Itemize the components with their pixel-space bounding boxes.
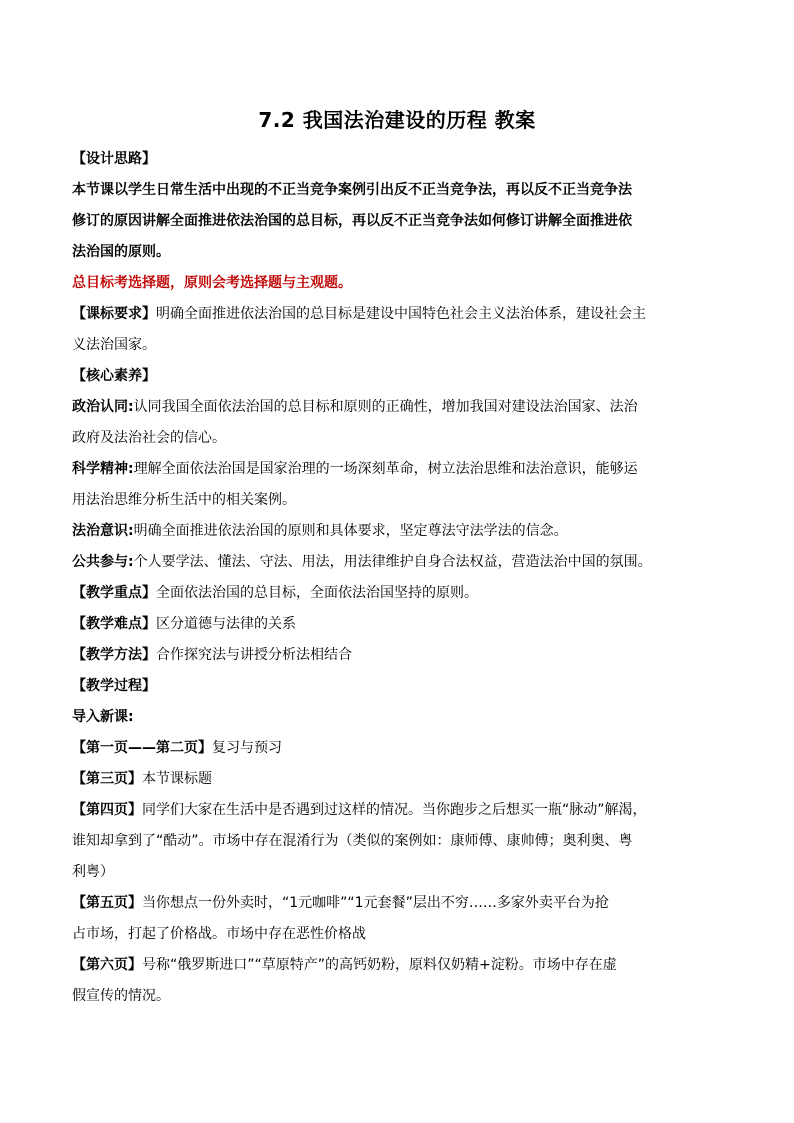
design-line: 本节课以学生日常生活中出现的不正当竞争案例引出反不正当竞争法，再以反不正当竞争法 bbox=[72, 182, 632, 198]
method-text: 合作探究法与讲授分析法相结合 bbox=[156, 647, 352, 663]
science-paragraph bbox=[72, 454, 726, 485]
curriculum-text-cont: 义法治国家。 bbox=[72, 337, 156, 353]
curriculum-label: 【课标要求】 bbox=[72, 306, 156, 322]
page1-label: 【第一页——第二页】 bbox=[72, 740, 212, 756]
page4-label: 【第四页】 bbox=[72, 802, 142, 818]
key-label: 【教学重点】 bbox=[72, 585, 156, 601]
page4-text: 同学们大家在生活中是否遇到过这样的情况。当你跑步之后想买一瓶“脉动”解渴， bbox=[142, 802, 647, 818]
page5-text-cont: 占市场，打起了价格战。市场中存在恶性价格战 bbox=[72, 926, 366, 942]
political-paragraph bbox=[72, 392, 726, 423]
page6-text: 号称“俄罗斯进口”“草原特产”的高钙奶粉，原料仅奶精+淀粉。市场中存在虚 bbox=[142, 957, 617, 973]
page6-label: 【第六页】 bbox=[72, 957, 142, 973]
legal-label: 法治意识: bbox=[72, 523, 134, 539]
page5-label: 【第五页】 bbox=[72, 895, 142, 911]
political-label: 政治认同: bbox=[72, 399, 134, 415]
document-body bbox=[72, 144, 726, 1012]
difficult-label: 【教学难点】 bbox=[72, 616, 156, 632]
political-text: 认同我国全面依法治国的总目标和原则的正确性，增加我国对建设法治国家、法治 bbox=[133, 399, 638, 415]
political-text-cont: 政府及法治社会的信心。 bbox=[72, 430, 226, 446]
science-text-cont: 用法治思维分析生活中的相关案例。 bbox=[72, 492, 296, 508]
process-heading: 【教学过程】 bbox=[72, 678, 156, 694]
curriculum-paragraph bbox=[72, 299, 726, 330]
curriculum-text: 明确全面推进依法治国的总目标是建设中国特色社会主义法治体系，建设社会主 bbox=[156, 306, 646, 322]
difficult-paragraph bbox=[72, 609, 726, 640]
page3-paragraph bbox=[72, 764, 726, 795]
intro-heading: 导入新课: bbox=[72, 709, 134, 725]
legal-paragraph bbox=[72, 516, 726, 547]
legal-text: 明确全面推进依法治国的原则和具体要求，坚定尊法守法学法的信念。 bbox=[133, 523, 568, 539]
difficult-text: 区分道德与法律的关系 bbox=[156, 616, 296, 632]
design-line: 法治国的原则。 bbox=[72, 244, 170, 260]
public-text: 个人要学法、懂法、守法、用法，用法律维护自身合法权益，营造法治中国的氛围。 bbox=[133, 554, 652, 570]
method-paragraph bbox=[72, 640, 726, 671]
method-label: 【教学方法】 bbox=[72, 647, 156, 663]
page3-label: 【第三页】 bbox=[72, 771, 142, 787]
page1-text: 复习与预习 bbox=[212, 740, 282, 756]
design-line: 修订的原因讲解全面推进依法治国的总目标，再以反不正当竞争法如何修订讲解全面推进依 bbox=[72, 213, 632, 229]
key-text: 全面依法治国的总目标，全面依法治国坚持的原则。 bbox=[156, 585, 478, 601]
page4-text-cont: 谁知却拿到了“酷动”。市场中存在混淆行为（类似的案例如：康师傅、康帅傅；奥利奥、粤 bbox=[72, 833, 633, 849]
exam-note: 总目标考选择题，原则会考选择题与主观题。 bbox=[72, 275, 352, 291]
science-text: 理解全面依法治国是国家治理的一场深刻革命，树立法治思维和法治意识，能够运 bbox=[133, 461, 638, 477]
science-label: 科学精神: bbox=[72, 461, 134, 477]
public-paragraph bbox=[72, 547, 726, 578]
page1-paragraph bbox=[72, 733, 726, 764]
core-heading: 【核心素养】 bbox=[72, 368, 156, 384]
design-heading: 【设计思路】 bbox=[72, 151, 156, 167]
page3-text: 本节课标题 bbox=[142, 771, 212, 787]
page4-paragraph bbox=[72, 795, 726, 826]
page4-text-cont: 利粤） bbox=[72, 864, 114, 880]
key-paragraph bbox=[72, 578, 726, 609]
page5-paragraph bbox=[72, 888, 726, 919]
page5-text: 当你想点一份外卖时，“1元咖啡”“1元套餐”层出不穷……多家外卖平台为抢 bbox=[142, 895, 609, 911]
page6-text-cont: 假宣传的情况。 bbox=[72, 988, 170, 1004]
document-title: 7.2 我国法治建设的历程 教案 bbox=[258, 108, 536, 132]
page6-paragraph bbox=[72, 950, 726, 981]
public-label: 公共参与: bbox=[72, 554, 134, 570]
